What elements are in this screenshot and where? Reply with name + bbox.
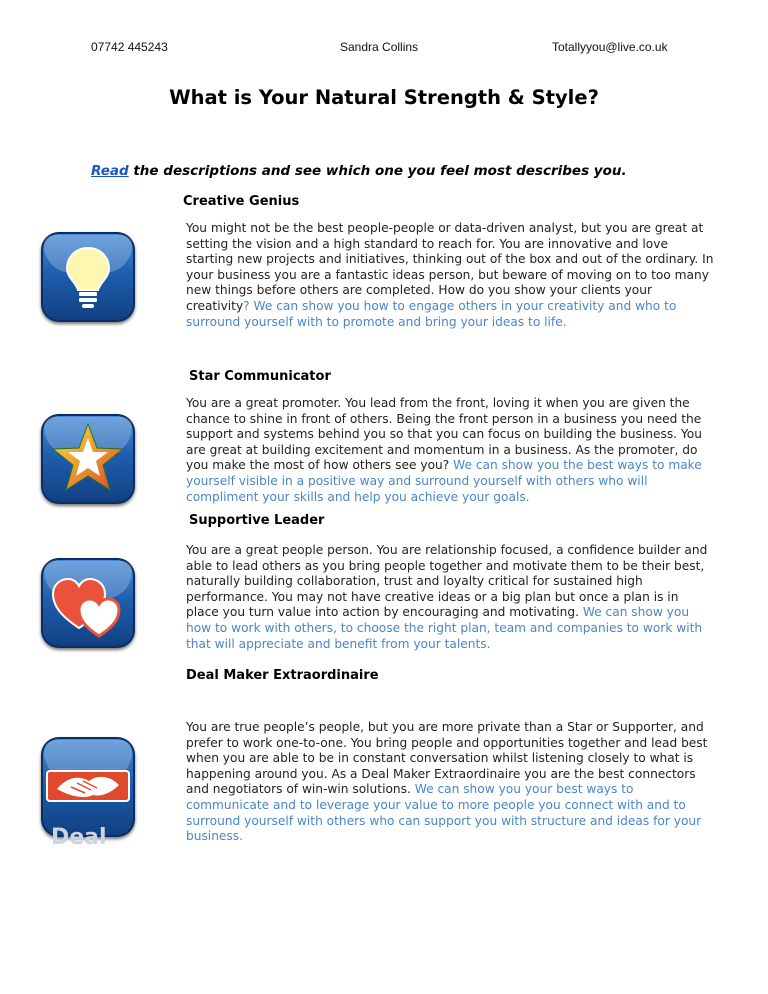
section-text: You are a great promoter. You lead from the front, loving it when you are given the chance to shine in front of others. Being the front person in a business you need the support and systems behind you so that you can focus on building the business. You are great at building excitement and momentum in a business. As the promoter, do you make the most of how others see you? xyxy=(186,396,702,473)
section-text: You are a great people person. You are relationship focused, a confidence builder and able to lead others as you bring people together and motivate them to be their best, naturally building collaboration, trust and loyalty critical for sustained high performance. You may not have creative ideas or a big plan but once a plan is in place you turn value into action by encouraging and motivating. xyxy=(186,543,708,620)
header-name: Sandra Collins xyxy=(340,40,419,54)
section-heading-supportive-leader: Supportive Leader xyxy=(189,513,325,528)
handshake-icon xyxy=(41,737,135,850)
page-title: What is Your Natural Strength & Style? xyxy=(169,86,599,109)
lightbulb-icon xyxy=(41,232,135,322)
section-body-deal-maker xyxy=(186,720,714,845)
section-body-supportive-leader xyxy=(186,543,714,652)
header-email: Totallyyou@live.co.uk xyxy=(552,40,668,54)
section-heading-creative-genius: Creative Genius xyxy=(183,194,300,209)
section-cta: ? We can show you how to engage others in your creativity and who to surround yourself with to promote and bring your ideas to life. xyxy=(186,298,677,329)
intro-text: the descriptions and see which one you feel most describes you. xyxy=(128,163,627,179)
section-cta: We can show you your best ways to communicate and to leverage your value to more people you connect with and to surround yourself with others who can support you with structure and ideas for your business. xyxy=(186,782,702,844)
hearts-icon xyxy=(41,558,135,648)
section-heading-deal-maker: Deal Maker Extraordinaire xyxy=(186,668,379,683)
star-icon xyxy=(41,414,135,504)
section-heading-star-communicator: Star Communicator xyxy=(189,369,331,384)
section-cta: We can show you the best ways to make yourself visible in a positive way and surround yourself with others who will compliment your skills and help you achieve your goals. xyxy=(186,458,702,504)
section-text: You might not be the best people-people or data-driven analyst, but you are great at setting the vision and a high standard to reach for. You are innovative and love starting new projects and initiatives, thinking out of the box and out of the ordinary. In your business you are a fantastic ideas person, but beware of moving on to too many new things before others are completed. How do you show your clients your creativity xyxy=(186,221,714,313)
section-cta: We can show you how to work with others, to choose the right plan, team and companies to work with that will appreciate and benefit from your talents. xyxy=(186,605,703,651)
section-text: You are true people’s people, but you are more private than a Star or Supporter, and prefer to work one-to-one. You bring people and opportunities together and lead best when you are able to be in constant conversation whilst listening closely to what is happening around you. As a Deal Maker Extraordinaire you are the best connectors and negotiators of win-win solutions. xyxy=(186,720,708,797)
section-body-creative-genius xyxy=(186,221,714,330)
section-body-star-communicator xyxy=(186,396,714,505)
intro-line xyxy=(91,163,627,179)
header-phone: 07742 445243 xyxy=(91,40,168,54)
read-link[interactable]: Read xyxy=(91,163,129,179)
icon-reflection-text: Deal xyxy=(51,825,107,850)
